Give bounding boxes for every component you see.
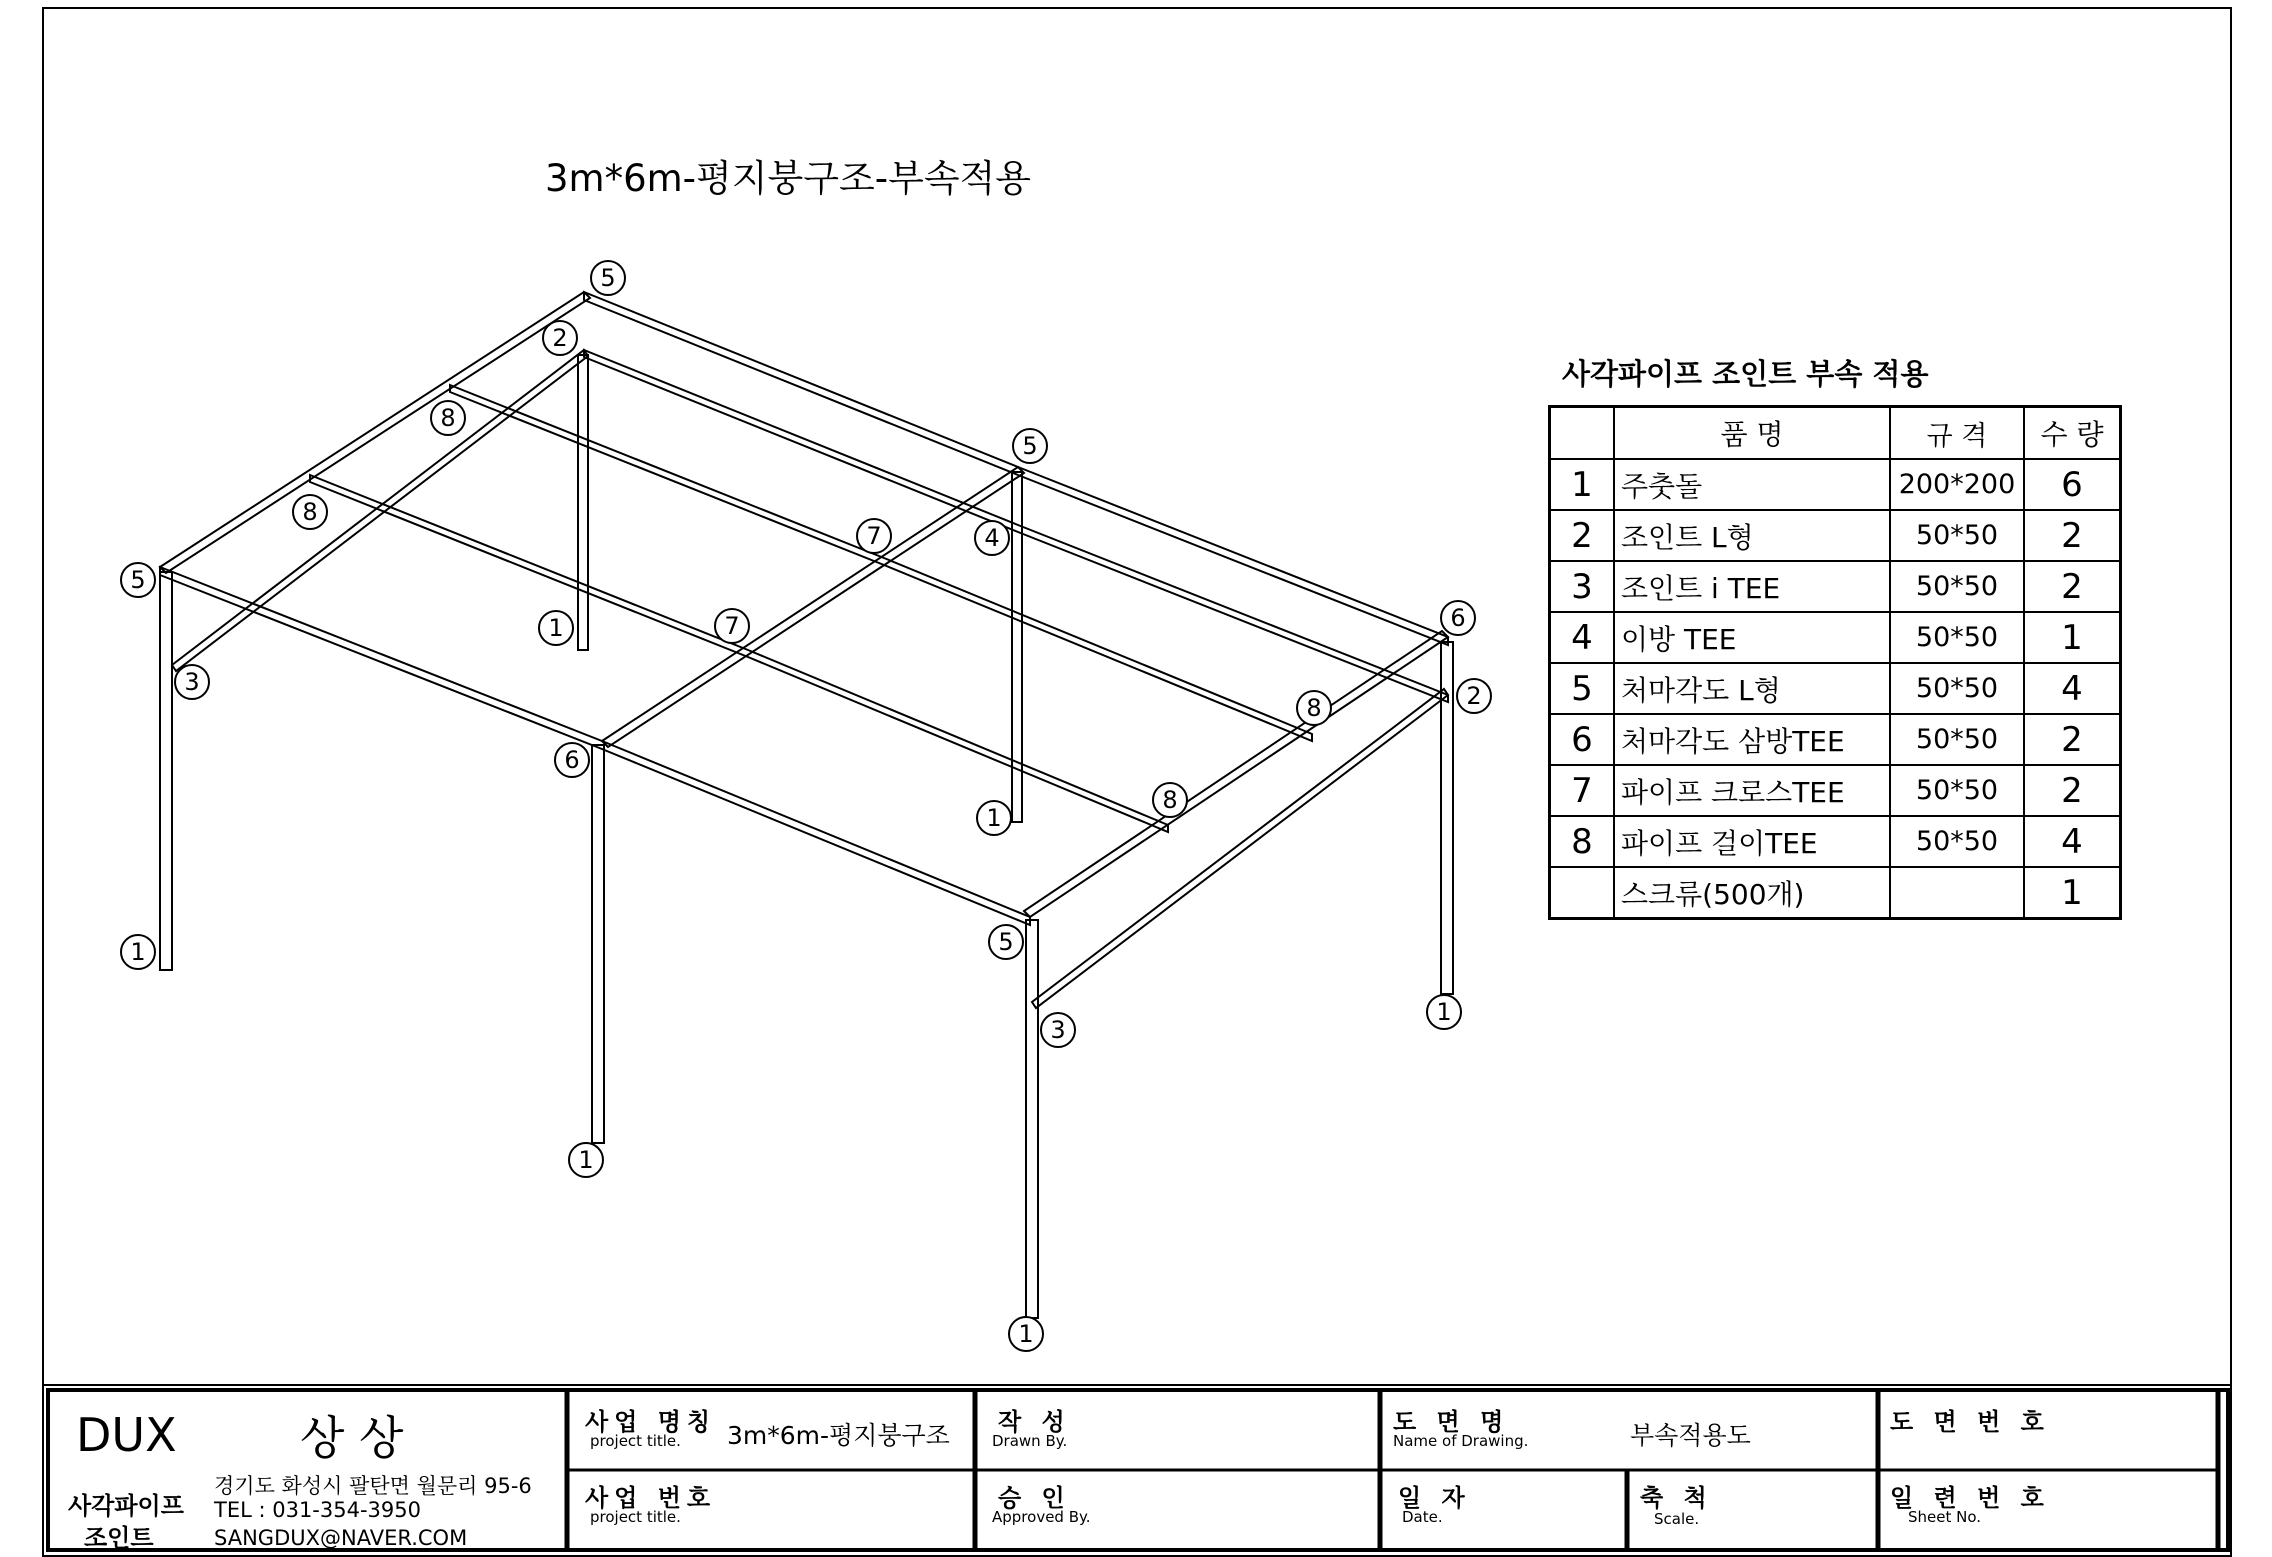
drawing-no-label: 도 면 번 호 <box>1890 1408 2050 1436</box>
scale-sub: Scale. <box>1654 1510 1700 1528</box>
part-name: 파이프 걸이TEE <box>1614 816 1890 867</box>
part-quantity: 4 <box>2024 816 2121 867</box>
header-spec: 규 격 <box>1890 407 2024 460</box>
part-quantity: 2 <box>2024 510 2121 561</box>
parts-table-row <box>1550 663 2121 714</box>
callout-number: 1 <box>1018 1320 1034 1348</box>
scale-label: 축 척 <box>1640 1484 1713 1512</box>
part-quantity: 2 <box>2024 561 2121 612</box>
callout-number: 8 <box>1162 786 1178 814</box>
callout-number: 7 <box>724 612 740 640</box>
header-name: 품 명 <box>1614 407 1890 460</box>
callout-number: 7 <box>866 522 882 550</box>
part-number: 2 <box>1550 510 1615 561</box>
part-name: 이방 TEE <box>1614 612 1890 663</box>
callout-number: 5 <box>600 264 616 292</box>
project-name-sub: project title. <box>590 1432 681 1450</box>
callout-number: 6 <box>564 746 580 774</box>
part-name: 처마각도 L형 <box>1614 663 1890 714</box>
part-number: 1 <box>1550 459 1615 510</box>
part-name: 스크류(500개) <box>1614 867 1890 919</box>
part-spec: 50*50 <box>1890 816 2024 867</box>
callout-number: 5 <box>1022 432 1038 460</box>
parts-table-row <box>1550 714 2121 765</box>
part-quantity: 1 <box>2024 612 2121 663</box>
part-name: 처마각도 삼방TEE <box>1614 714 1890 765</box>
callout-number: 3 <box>1050 1016 1066 1044</box>
parts-table <box>1548 405 2122 920</box>
company-address: 경기도 화성시 팔탄면 월문리 95-6 <box>214 1474 532 1498</box>
part-spec: 50*50 <box>1890 510 2024 561</box>
part-number: 3 <box>1550 561 1615 612</box>
parts-table-row <box>1550 459 2121 510</box>
approved-by-sub: Approved By. <box>992 1508 1091 1526</box>
callout-number: 1 <box>578 1146 594 1174</box>
part-number: 5 <box>1550 663 1615 714</box>
callout-number: 4 <box>984 524 1000 552</box>
part-spec: 200*200 <box>1890 459 2024 510</box>
parts-list-heading: 사각파이프 조인트 부속 적용 <box>1562 357 1929 391</box>
drawing-title: 3m*6m-평지붕구조-부속적용 <box>545 157 1032 200</box>
parts-table-header <box>1550 407 2121 460</box>
project-name-value: 3m*6m-평지붕구조 <box>727 1421 950 1450</box>
project-no-sub: project title. <box>590 1508 681 1526</box>
part-number: 4 <box>1550 612 1615 663</box>
parts-table-row <box>1550 867 2121 919</box>
drawn-by-label: 작 성 <box>998 1408 1071 1436</box>
callout-group <box>121 261 1491 1351</box>
callout-number: 2 <box>552 324 568 352</box>
part-spec: 50*50 <box>1890 561 2024 612</box>
header-no <box>1550 407 1615 460</box>
part-spec <box>1890 867 2024 919</box>
approved-by-label: 승 인 <box>998 1484 1071 1512</box>
callout-number: 1 <box>1436 998 1452 1026</box>
drawing-name-sub: Name of Drawing. <box>1393 1432 1529 1450</box>
drawing-name-value: 부속적용도 <box>1630 1421 1751 1450</box>
callout-number: 2 <box>1466 682 1482 710</box>
callout-number: 8 <box>440 404 456 432</box>
project-name-label: 사업 명칭 <box>585 1408 717 1436</box>
part-spec: 50*50 <box>1890 765 2024 816</box>
part-quantity: 6 <box>2024 459 2121 510</box>
date-label: 일 자 <box>1398 1484 1471 1512</box>
part-quantity: 2 <box>2024 714 2121 765</box>
company-tel: TEL : 031-354-3950 <box>214 1498 421 1522</box>
callout-number: 1 <box>130 938 146 966</box>
part-number <box>1550 867 1615 919</box>
callout-number: 1 <box>548 614 564 642</box>
part-quantity: 4 <box>2024 663 2121 714</box>
parts-table-row <box>1550 816 2121 867</box>
brand-logo: DUX <box>76 1408 177 1462</box>
parts-table-row <box>1550 561 2121 612</box>
part-quantity: 1 <box>2024 867 2121 919</box>
callout-number: 1 <box>986 804 1002 832</box>
part-number: 7 <box>1550 765 1615 816</box>
part-name: 조인트 i TEE <box>1614 561 1890 612</box>
callout-number: 6 <box>1450 604 1466 632</box>
header-qty: 수 량 <box>2024 407 2121 460</box>
brand-name: 상 상 <box>300 1411 404 1465</box>
parts-table-row <box>1550 612 2121 663</box>
company-email: SANGDUX@NAVER.COM <box>214 1526 468 1550</box>
callout-number: 3 <box>184 668 200 696</box>
sheet-no-sub: Sheet No. <box>1908 1508 1982 1526</box>
callout-number: 5 <box>998 928 1014 956</box>
part-number: 6 <box>1550 714 1615 765</box>
part-number: 8 <box>1550 816 1615 867</box>
company-line2: 조인트 <box>84 1524 154 1552</box>
part-quantity: 2 <box>2024 765 2121 816</box>
drawing-name-label: 도 면 명 <box>1393 1408 1510 1436</box>
sheet-no-label: 일 련 번 호 <box>1890 1484 2050 1512</box>
part-name: 파이프 크로스TEE <box>1614 765 1890 816</box>
part-spec: 50*50 <box>1890 612 2024 663</box>
part-spec: 50*50 <box>1890 714 2024 765</box>
callout-number: 8 <box>302 498 318 526</box>
part-name: 조인트 L형 <box>1614 510 1890 561</box>
project-no-label: 사업 번호 <box>585 1484 717 1512</box>
drawn-by-sub: Drawn By. <box>992 1432 1068 1450</box>
parts-table-row <box>1550 510 2121 561</box>
parts-table-row <box>1550 765 2121 816</box>
part-spec: 50*50 <box>1890 663 2024 714</box>
company-line1: 사각파이프 <box>68 1492 184 1520</box>
part-name: 주춧돌 <box>1614 459 1890 510</box>
date-sub: Date. <box>1402 1508 1443 1526</box>
callout-number: 8 <box>1306 694 1322 722</box>
callout-number: 5 <box>130 566 146 594</box>
